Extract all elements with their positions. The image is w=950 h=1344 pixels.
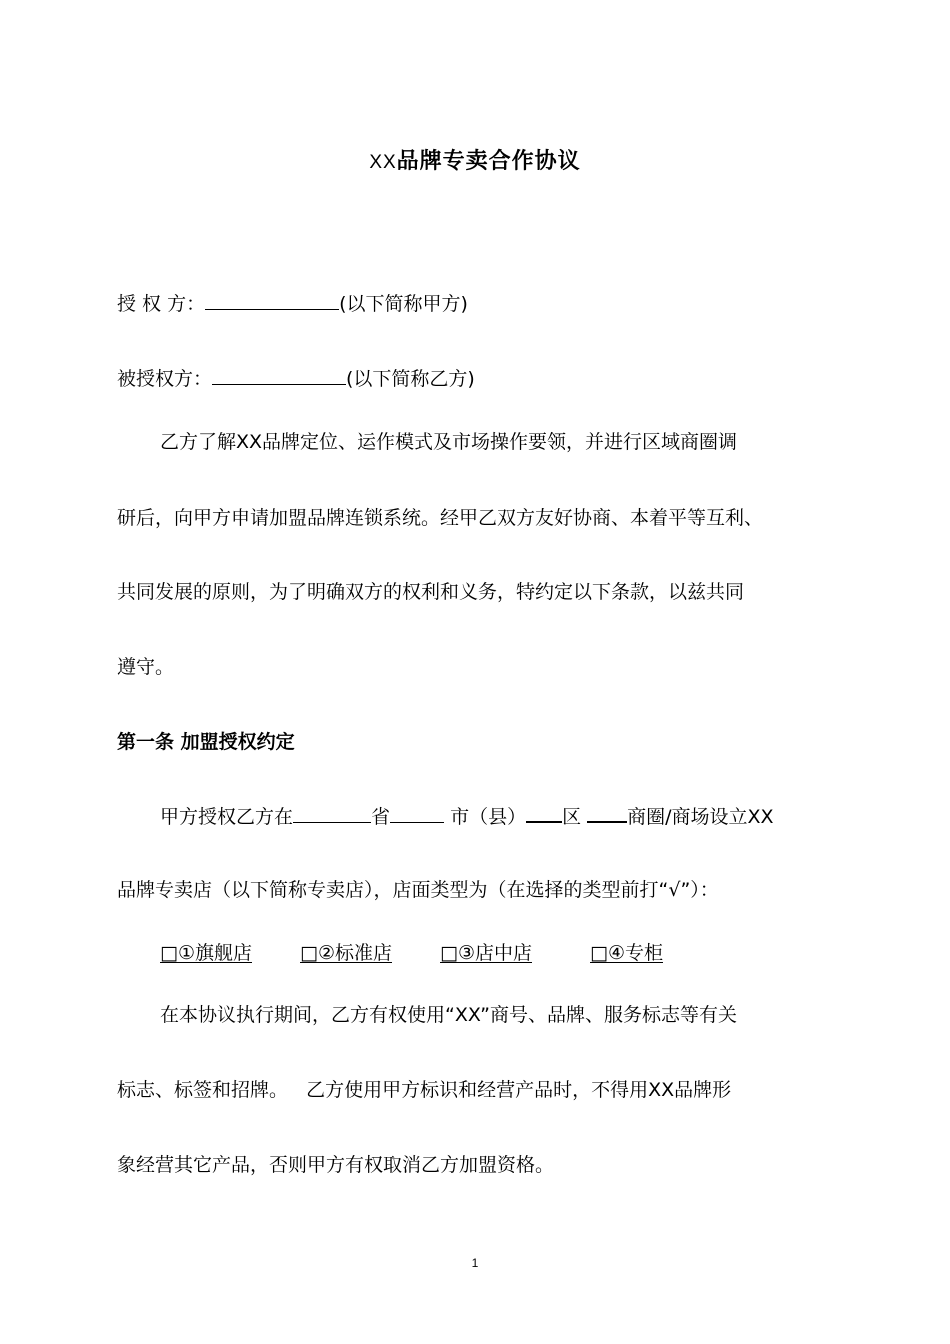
document-title <box>0 144 950 175</box>
party-b-blank <box>212 366 346 385</box>
party-a-label: 授 权 方： <box>117 293 206 315</box>
party-b-suffix: (以下简称乙方) <box>346 368 475 390</box>
article1-p1-province: 省 <box>371 806 391 828</box>
article1-heading: 第一条 加盟授权约定 <box>117 731 295 753</box>
intro-line-4: 遵守。 <box>117 656 175 678</box>
party-a-suffix: (以下简称甲方) <box>339 293 468 315</box>
store-type-counter[interactable]: □④专柜 <box>590 942 663 964</box>
article1-p1-district: 区 <box>562 806 588 828</box>
article1-p1-part1: 甲方授权乙方在 <box>160 806 294 828</box>
store-type-standard[interactable]: □②标准店 <box>300 942 392 964</box>
circle-blank <box>587 803 627 823</box>
intro-line-1: 乙方了解XX品牌定位、运作模式及市场操作要领，并进行区域商圈调 <box>160 431 738 453</box>
party-b-label: 被授权方： <box>117 368 213 390</box>
article1-p1-part2: 商圈/商场设立XX <box>627 806 774 828</box>
title-prefix: XX <box>369 152 397 173</box>
title-main: 品牌专卖合作协议 <box>396 149 581 174</box>
page-number: 1 <box>471 1256 479 1270</box>
province-blank <box>293 804 371 823</box>
party-a-blank <box>205 291 339 310</box>
intro-line-2: 研后，向甲方申请加盟品牌连锁系统。经甲乙双方友好协商、本着平等互利、 <box>117 507 764 529</box>
store-type-options <box>160 941 663 965</box>
article1-p2-line3: 象经营其它产品，否则甲方有权取消乙方加盟资格。 <box>117 1154 555 1176</box>
article1-p2-line1: 在本协议执行期间，乙方有权使用“XX”商号、品牌、服务标志等有关 <box>160 1004 737 1026</box>
store-type-flagship[interactable]: □①旗舰店 <box>160 942 252 964</box>
city-blank <box>390 804 444 823</box>
district-blank <box>526 803 562 823</box>
article1-p1-city: 市（县） <box>444 806 527 828</box>
party-a-line <box>117 291 468 316</box>
article1-p2-line2: 标志、标签和招牌。 乙方使用甲方标识和经营产品时，不得用XX品牌形 <box>117 1079 732 1101</box>
article1-p1-line2: 品牌专卖店（以下简称专卖店），店面类型为（在选择的类型前打“√”）： <box>117 879 719 901</box>
article1-p1-line1 <box>160 803 774 829</box>
party-b-line <box>117 366 475 391</box>
intro-line-3: 共同发展的原则，为了明确双方的权利和义务，特约定以下条款，以兹共同 <box>117 581 745 603</box>
store-type-shop-in-shop[interactable]: □③店中店 <box>440 942 532 964</box>
